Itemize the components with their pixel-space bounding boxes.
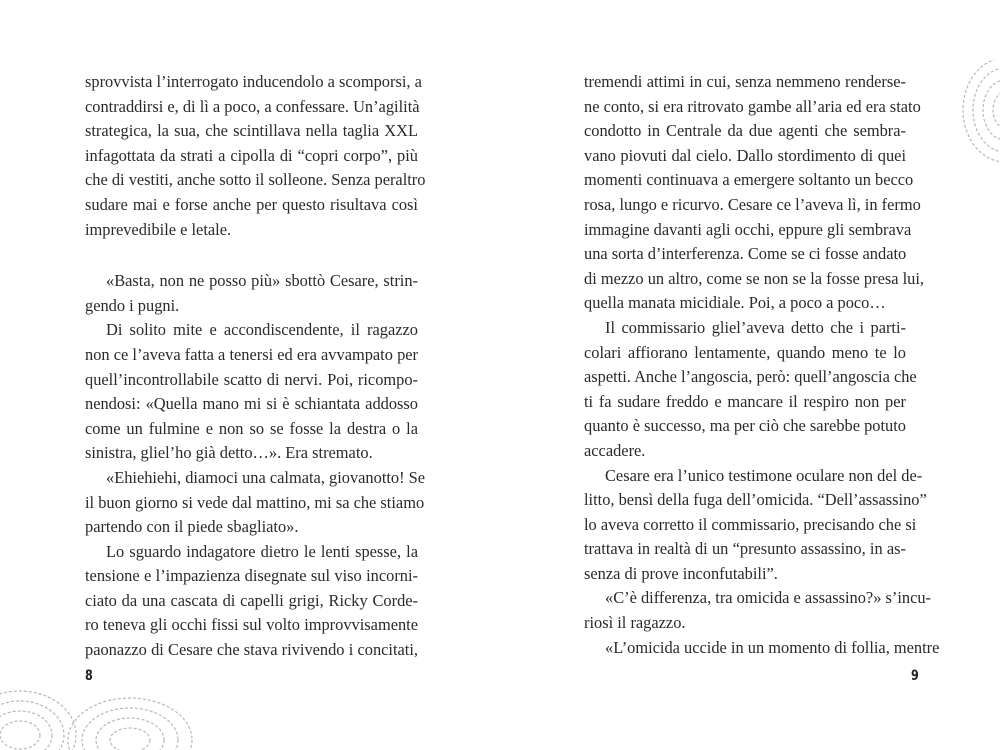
- paragraph: [584, 464, 927, 587]
- text-line: sudare mai e forse anche per questo risultava così: [85, 194, 418, 214]
- text-line: una sorta d’interferenza. Come se ci fosse andato: [584, 244, 907, 264]
- text-line: strategica, la sua, che scintillava nella taglia XXL: [85, 121, 418, 141]
- page-number-left: 8: [84, 668, 93, 684]
- text-line: lo aveva corretto il commissario, precisando che si: [584, 514, 917, 534]
- text-line: Cesare era l’unico testimone oculare non del de-: [605, 465, 923, 485]
- text-line: «Basta, non ne posso più» sbottò Cesare, strin-: [106, 271, 418, 291]
- text-line: sprovvista l’interrogato inducendolo a scomporsi, a: [85, 72, 422, 91]
- text-line: partendo con il piede sbagliato».: [85, 517, 299, 537]
- text-line: senza di prove inconfutabili”.: [584, 563, 778, 583]
- text-line: accadere.: [584, 440, 646, 460]
- text-line: condotto in Centrale da due agenti che sembra-: [584, 121, 906, 141]
- fingerprint-icon: [940, 60, 1000, 170]
- text-line: di mezzo un altro, come se non se la fosse presa lui,: [584, 268, 925, 288]
- text-line: paonazzo di Cesare che stava rivivendo i concitati,: [85, 640, 418, 660]
- text-line: non ce l’aveva fatta a tenersi ed era avvampato per: [85, 344, 418, 364]
- text-line: tremendi attimi in cui, senza nemmeno renderse-: [584, 72, 906, 91]
- text-line: immagine davanti agli occhi, eppure gli sembrava: [584, 219, 912, 239]
- text-line: infagottata da strati a cipolla di “copri corpo”, più: [85, 145, 418, 165]
- text-line: quell’incontrollabile scatto di nervi. Poi, ricompo-: [85, 369, 418, 389]
- paragraph: [584, 636, 940, 661]
- text-line: tensione e l’impazienza disegnate sul viso incorni-: [85, 566, 418, 586]
- text-line: quanto è successo, ma per ciò che sarebbe potuto: [584, 416, 906, 436]
- text-line: sinistra, gliel’ho già detto…». Era stremato.: [85, 443, 373, 463]
- text-line: trattava in realtà di un “presunto assassino, in as-: [584, 539, 906, 559]
- text-line: quella manata micidiale. Poi, a poco a poco…: [584, 293, 886, 313]
- text-line: litto, bensì della fuga dell’omicida. “Dell’assassino”: [584, 490, 927, 510]
- text-line: Di solito mite e accondiscendente, il ragazzo: [106, 320, 418, 340]
- text-line: Lo sguardo indagatore dietro le lenti spesse, la: [106, 541, 418, 561]
- paragraph: [85, 70, 426, 242]
- left-page: [0, 0, 500, 725]
- text-line: ne conto, si era ritrovato gambe all’aria ed era stato: [584, 96, 921, 116]
- text-line: aspetti. Anche l’angoscia, però: quell’angoscia che: [584, 367, 917, 387]
- paragraph: [85, 318, 418, 466]
- text-line: nendosi: «Quella mano mi si è schiantata addosso: [85, 394, 418, 414]
- right-page: [500, 0, 1000, 725]
- text-line: «Ehiehiehi, diamoci una calmata, giovanotto! Se: [106, 467, 426, 487]
- text-line: gendo i pugni.: [85, 295, 180, 315]
- page-number-right: 9: [910, 668, 919, 684]
- paragraph: [584, 70, 925, 316]
- text-line: rosa, lungo e ricurvo. Cesare ce l’aveva lì, in fermo: [584, 194, 921, 214]
- text-line: come un fulmine e non so se fosse la destra o la: [85, 418, 418, 438]
- text-line: «L’omicida uccide in un momento di follia, mentre: [605, 637, 940, 657]
- left-page-text: [85, 70, 426, 663]
- text-line: il buon giorno si vede dal mattino, mi sa che stiamo: [85, 492, 425, 512]
- paragraph: [85, 269, 418, 318]
- paragraph: [584, 586, 932, 635]
- fingerprint-icon: [0, 640, 210, 750]
- text-line: ti fa sudare freddo e mancare il respiro non per: [584, 391, 906, 411]
- text-line: contraddirsi e, di lì a poco, a confessare. Un’agilità: [85, 96, 420, 116]
- text-line: momenti continuava a emergere soltanto un becco: [584, 170, 914, 190]
- text-line: imprevedibile e letale.: [85, 219, 232, 239]
- text-line: «C’è differenza, tra omicida e assassino?» s’incu-: [605, 588, 932, 608]
- text-line: ro teneva gli occhi fissi sul volto improvvisamente: [85, 615, 418, 635]
- text-line: colari affiorano lentamente, quando meno te lo: [584, 342, 906, 362]
- text-line: ciato da una cascata di capelli grigi, Ricky Corde-: [85, 590, 418, 610]
- paragraph: [584, 316, 917, 464]
- text-line: Il commissario gliel’aveva detto che i parti-: [605, 317, 906, 337]
- paragraph-gap: [85, 242, 418, 269]
- text-line: che di vestiti, anche sotto il solleone. Senza peraltro: [85, 170, 426, 190]
- text-line: vano piovuti dal cielo. Dallo stordimento di quei: [584, 145, 906, 165]
- right-page-text: [584, 70, 940, 660]
- paragraph: [85, 466, 426, 540]
- text-line: riosì il ragazzo.: [584, 613, 686, 633]
